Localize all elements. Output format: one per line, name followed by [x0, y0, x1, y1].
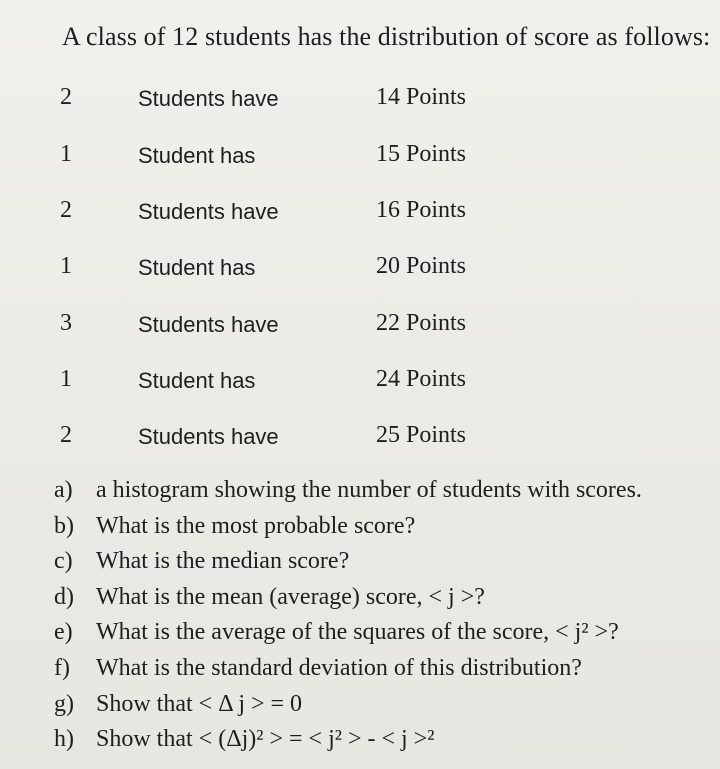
student-phrase: Student has — [138, 143, 256, 168]
student-phrase: Students have — [138, 424, 279, 449]
score-points: 20 Points — [376, 253, 467, 279]
question-label: e) — [54, 619, 73, 646]
score-points: 22 Points — [376, 310, 467, 336]
student-count: 2 — [60, 197, 72, 223]
question-text: Show that < (Δj)² > = < j² > - < j >² — [96, 726, 435, 753]
question-text: What is the mean (average) score, < j >? — [96, 583, 485, 610]
question-text: What is the median score? — [96, 548, 350, 575]
question-label: h) — [54, 726, 74, 753]
question-text: a histogram showing the number of students with scores. — [96, 477, 642, 503]
student-phrase: Student has — [138, 368, 256, 393]
question-label: g) — [54, 690, 74, 717]
problem-statement: A class of 12 students has the distribution of score as follows: — [62, 22, 711, 51]
question-label: a) — [54, 477, 73, 503]
question-item — [54, 655, 642, 691]
question-item — [54, 726, 642, 762]
question-text: What is the standard deviation of this distribution? — [96, 654, 582, 681]
question-item — [54, 513, 642, 549]
distribution-row — [0, 422, 720, 452]
student-phrase: Students have — [138, 199, 279, 224]
student-phrase: Students have — [138, 312, 279, 337]
score-points: 16 Points — [376, 197, 467, 223]
question-label: d) — [54, 583, 74, 610]
question-list — [54, 477, 642, 762]
question-text: What is the most probable score? — [96, 512, 416, 539]
question-item — [54, 548, 642, 584]
student-count: 1 — [60, 366, 72, 392]
distribution-row — [0, 141, 720, 171]
student-count: 2 — [60, 84, 72, 110]
question-text: What is the average of the squares of the score, < j² >? — [96, 619, 619, 646]
student-phrase: Student has — [138, 255, 256, 280]
distribution-row — [0, 310, 720, 340]
student-count: 2 — [60, 422, 72, 448]
student-count: 1 — [60, 141, 72, 167]
question-item — [54, 619, 642, 655]
distribution-row — [0, 84, 720, 114]
question-label: b) — [54, 512, 74, 539]
score-points: 24 Points — [376, 366, 467, 392]
question-item — [54, 477, 642, 513]
student-count: 3 — [60, 310, 72, 336]
question-item — [54, 584, 642, 620]
question-label: c) — [54, 548, 73, 575]
score-points: 25 Points — [376, 422, 467, 448]
question-text: Show that < Δ j > = 0 — [96, 690, 303, 717]
distribution-row — [0, 253, 720, 283]
student-count: 1 — [60, 253, 72, 279]
question-label: f) — [54, 654, 70, 681]
score-points: 14 Points — [376, 84, 467, 110]
score-points: 15 Points — [376, 141, 467, 167]
distribution-row — [0, 197, 720, 227]
question-item — [54, 691, 642, 727]
student-phrase: Students have — [138, 86, 279, 111]
distribution-row — [0, 366, 720, 396]
